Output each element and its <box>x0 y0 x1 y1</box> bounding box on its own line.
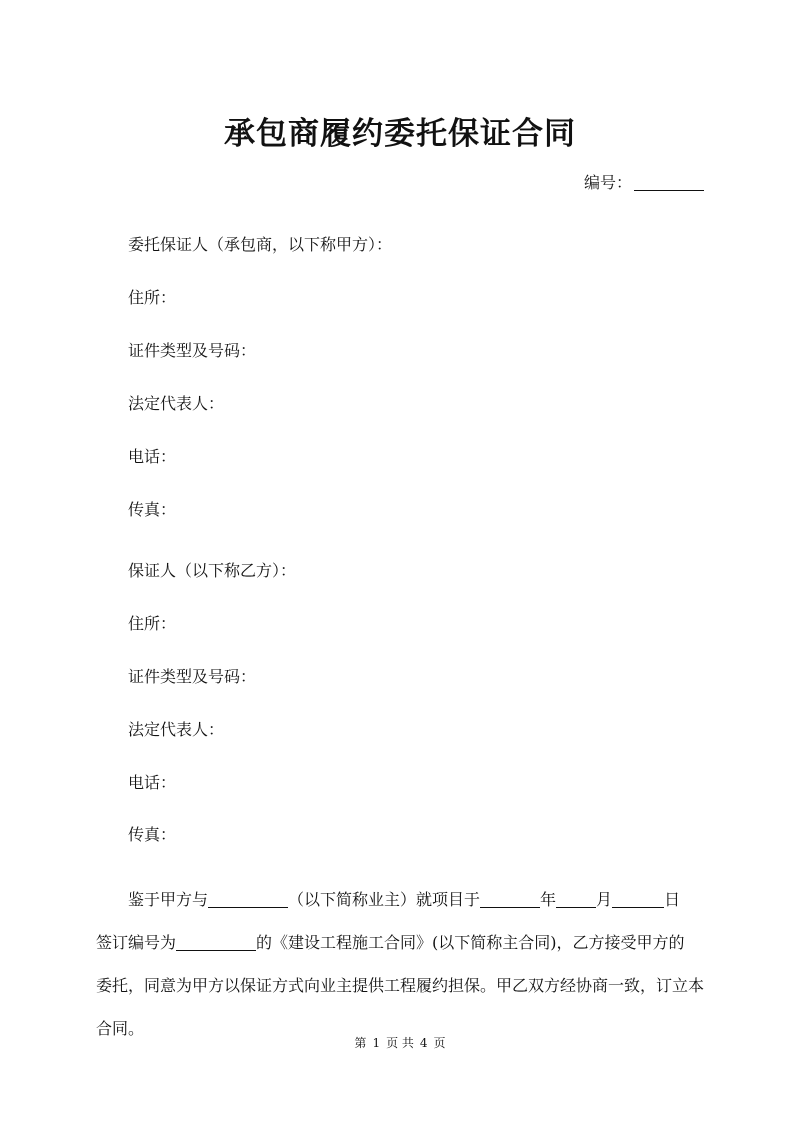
text-segment: 的《建设工程施工合同》(以下简称主合同)，乙方接受甲方的 <box>256 933 685 952</box>
blank-contract-number <box>176 933 256 951</box>
text-segment: 签订编号为 <box>96 933 177 952</box>
document-number-blank <box>634 173 704 191</box>
contract-paragraph <box>96 878 708 1050</box>
text-segment: 年 <box>540 890 557 909</box>
text-segment: 日 <box>664 890 681 909</box>
party-a-address: 住所： <box>128 288 177 307</box>
text-segment: 鉴于甲方与 <box>128 890 209 909</box>
footer-mid: 页 共 <box>386 1036 414 1050</box>
paragraph-line-1 <box>96 878 708 921</box>
blank-owner <box>208 890 288 908</box>
text-segment: 月 <box>596 890 613 909</box>
party-b-phone: 电话： <box>128 773 177 792</box>
blank-month <box>556 890 596 908</box>
document-number <box>584 170 704 193</box>
footer-suffix: 页 <box>433 1036 446 1050</box>
document-title: 承包商履约委托保证合同 <box>224 116 576 152</box>
party-a-fax: 传真： <box>128 500 177 519</box>
party-b-id: 证件类型及号码： <box>128 667 257 686</box>
paragraph-line-3: 委托，同意为甲方以保证方式向业主提供工程履约担保。甲乙双方经协商一致，订立本 <box>96 976 705 995</box>
blank-year <box>480 890 540 908</box>
page-footer <box>0 1034 800 1051</box>
footer-prefix: 第 <box>354 1036 367 1050</box>
footer-page-number: 1 <box>372 1036 381 1050</box>
party-b-heading: 保证人（以下称乙方）： <box>128 561 297 580</box>
paragraph-line-2 <box>96 921 708 964</box>
party-b-fax: 传真： <box>128 825 177 844</box>
party-a-phone: 电话： <box>128 447 177 466</box>
text-segment: （以下简称业主）就项目于 <box>288 890 481 909</box>
paragraph-line-4: 合同。 <box>96 1019 145 1038</box>
footer-total-pages: 4 <box>419 1036 428 1050</box>
party-a-rep: 法定代表人： <box>128 394 225 413</box>
party-a-id: 证件类型及号码： <box>128 341 257 360</box>
party-b-rep: 法定代表人： <box>128 720 225 739</box>
document-number-label: 编号： <box>583 173 632 192</box>
party-b-address: 住所： <box>128 614 177 633</box>
party-a-heading: 委托保证人（承包商，以下称甲方）： <box>128 235 393 254</box>
blank-day <box>612 890 664 908</box>
